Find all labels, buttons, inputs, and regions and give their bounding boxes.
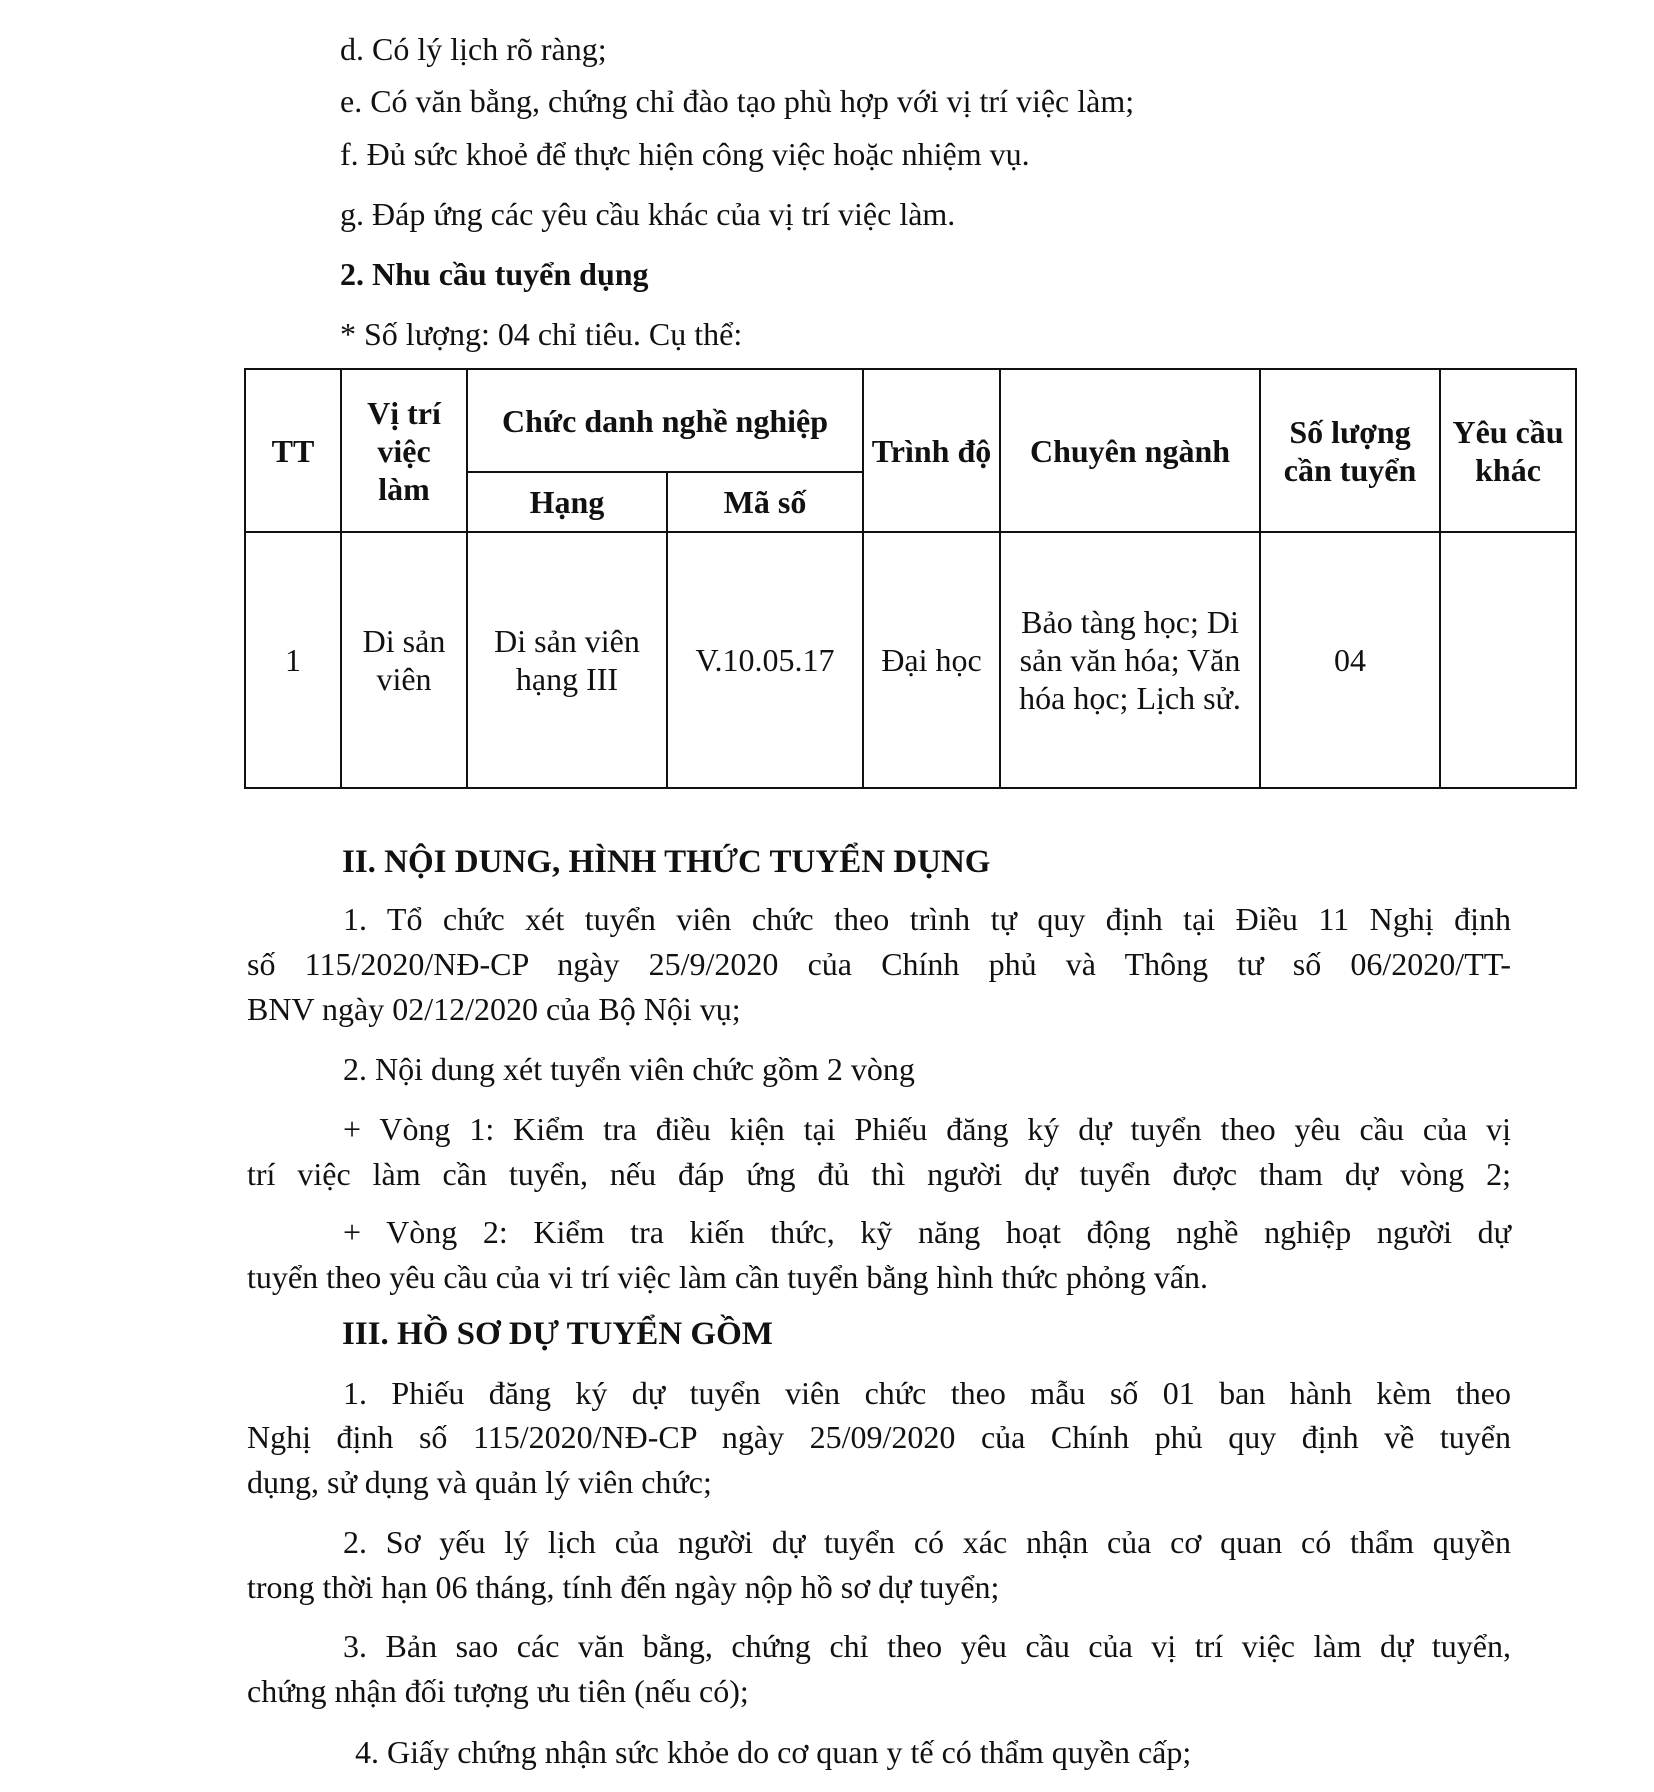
section-ii-p1-line1: 1. Tổ chức xét tuyển viên chức theo trình tự quy định tại Điều 11 Nghị định xyxy=(343,901,1511,937)
section-ii-p1-line2: số 115/2020/NĐ-CP ngày 25/9/2020 của Chính phủ và Thông tư số 06/2020/TT- xyxy=(247,946,1511,982)
section-iii-p1-line1: 1. Phiếu đăng ký dự tuyển viên chức theo mẫu số 01 ban hành kèm theo xyxy=(343,1375,1511,1411)
section-ii-p3-line2: trí việc làm cần tuyển, nếu đáp ứng đủ thì người dự tuyển được tham dự vòng 2; xyxy=(247,1156,1511,1192)
section-ii-p4-line2: tuyển theo yêu cầu của vi trí việc làm cần tuyển bằng hình thức phỏng vấn. xyxy=(247,1259,1209,1295)
section-iii-p3-line1: 3. Bản sao các văn bằng, chứng chỉ theo yêu cầu của vị trí việc làm dự tuyển, xyxy=(343,1628,1511,1664)
cell-yeu-cau xyxy=(1440,532,1576,788)
section-iii-p3-line2: chứng nhận đối tượng ưu tiên (nếu có); xyxy=(247,1673,749,1709)
cell-tt: 1 xyxy=(245,532,341,788)
cell-trinh-do: Đại học xyxy=(863,532,1000,788)
section-iii-p2-line2: trong thời hạn 06 tháng, tính đến ngày nộp hồ sơ dự tuyển; xyxy=(247,1569,1000,1605)
quantity-note: * Số lượng: 04 chỉ tiêu. Cụ thể: xyxy=(340,316,743,352)
section-ii-p4-line1: + Vòng 2: Kiểm tra kiến thức, kỹ năng hoạt động nghề nghiệp người dự xyxy=(343,1214,1511,1250)
header-hang: Hạng xyxy=(467,472,667,532)
section-iii-p1-line3: dụng, sử dụng và quản lý viên chức; xyxy=(247,1464,712,1500)
section-ii-p2: 2. Nội dung xét tuyển viên chức gồm 2 vòng xyxy=(343,1051,915,1087)
cell-hang: Di sản viên hạng III xyxy=(467,532,667,788)
header-tt: TT xyxy=(245,369,341,532)
criteria-item-g: g. Đáp ứng các yêu cầu khác của vị trí việc làm. xyxy=(340,196,956,232)
recruitment-table xyxy=(244,368,1577,789)
section-iii-p2-line1: 2. Sơ yếu lý lịch của người dự tuyển có xác nhận của cơ quan có thẩm quyền xyxy=(343,1524,1511,1560)
section-ii-title: II. NỘI DUNG, HÌNH THỨC TUYỂN DỤNG xyxy=(342,844,991,880)
header-so-luong: Số lượng cần tuyển xyxy=(1260,369,1440,532)
section-iii-p1-line2: Nghị định số 115/2020/NĐ-CP ngày 25/09/2020 của Chính phủ quy định về tuyển xyxy=(247,1419,1511,1455)
section-ii-p3-line1: + Vòng 1: Kiểm tra điều kiện tại Phiếu đăng ký dự tuyển theo yêu cầu của vị xyxy=(343,1111,1511,1147)
cell-vi-tri: Di sản viên xyxy=(341,532,467,788)
section-iii-p4: 4. Giấy chứng nhận sức khỏe do cơ quan y tế có thẩm quyền cấp; xyxy=(355,1734,1192,1770)
section-ii-p1-line3: BNV ngày 02/12/2020 của Bộ Nội vụ; xyxy=(247,991,741,1027)
criteria-item-e: e. Có văn bằng, chứng chỉ đào tạo phù hợp với vị trí việc làm; xyxy=(340,83,1135,119)
cell-chuyen-nganh: Bảo tàng học; Di sản văn hóa; Văn hóa học; Lịch sử. xyxy=(1000,532,1260,788)
header-chuyen-nganh: Chuyên ngành xyxy=(1000,369,1260,532)
criteria-item-d: d. Có lý lịch rõ ràng; xyxy=(340,31,607,67)
header-trinh-do: Trình độ xyxy=(863,369,1000,532)
table-row xyxy=(245,532,1576,788)
header-chuc-danh: Chức danh nghề nghiệp xyxy=(467,369,863,472)
cell-so-luong: 04 xyxy=(1260,532,1440,788)
section-iii-title: III. HỒ SƠ DỰ TUYỂN GỒM xyxy=(342,1316,773,1352)
section-2-title: 2. Nhu cầu tuyển dụng xyxy=(340,256,649,292)
criteria-item-f: f. Đủ sức khoẻ để thực hiện công việc hoặc nhiệm vụ. xyxy=(340,136,1030,172)
header-yeu-cau: Yêu cầu khác xyxy=(1440,369,1576,532)
cell-ma-so: V.10.05.17 xyxy=(667,532,863,788)
header-ma-so: Mã số xyxy=(667,472,863,532)
header-vi-tri: Vị trí việc làm xyxy=(341,369,467,532)
